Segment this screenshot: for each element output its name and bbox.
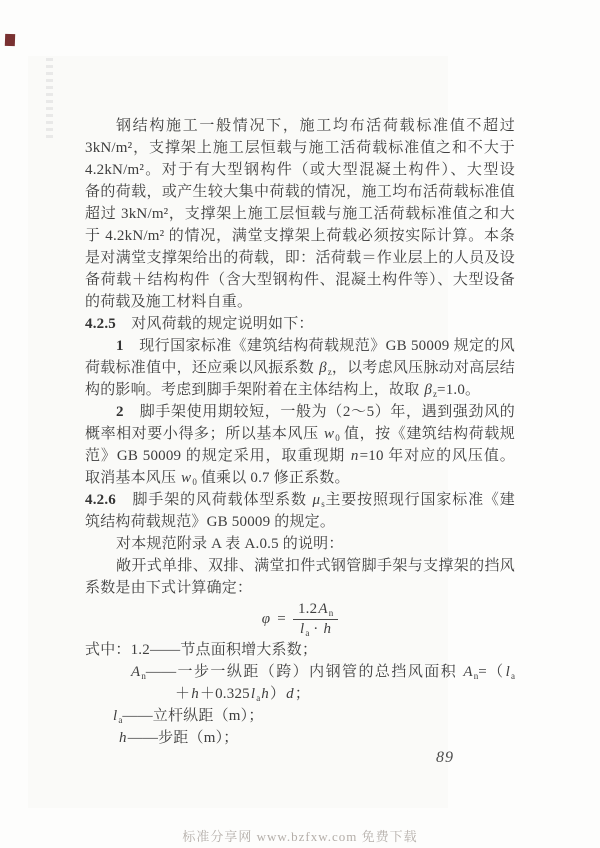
scan-stamp-mark bbox=[5, 34, 15, 46]
text-line: 于 4.2kN/m² 的情况，满堂支撑架上荷载必须按实际计算。本条 bbox=[85, 228, 515, 244]
text-line: 取消基本风压 $w_0$ 值乘以 0.7 修正系数。 bbox=[85, 470, 350, 487]
text-line: 3kN/m²，支撑架上施工层恒载与施工活荷载标准值之和不大于 bbox=[85, 140, 515, 156]
text-line: $+h+0.325l_ah)d$； bbox=[175, 686, 311, 703]
text-line: 备荷载＋结构构件（含大型钢构件、混凝土构件等）、大型设备 bbox=[85, 272, 515, 288]
text-line: 敞开式单排、双排、满堂扣件式钢管脚手架与支撑架的挡风 bbox=[116, 558, 515, 574]
text-line: 2 脚手架使用期较短，一般为（2～5）年，遇到强劲风的 bbox=[116, 404, 515, 420]
wind-coefficient-formula: φ = $\frac{1.2A_n}{l_a \cdot h}$ bbox=[85, 599, 515, 639]
page-number: 89 bbox=[436, 749, 454, 766]
text-line: 1 现行国家标准《建筑结构荷载规范》GB 50009 规定的风 bbox=[116, 338, 515, 354]
text-line: 系数是由下式计算确定： bbox=[85, 580, 253, 596]
text-line: 的荷载及施工材料自重。 bbox=[85, 294, 253, 310]
document-body bbox=[85, 115, 515, 749]
text-line: 构的影响。考虑到脚手架附着在主体结构上，故取 $\beta_z=1.0$。 bbox=[85, 382, 481, 399]
text-line: 钢结构施工一般情况下，施工均布活荷载标准值不超过 bbox=[116, 118, 515, 134]
text-line: $l_a——$立杆纵距（m）； bbox=[113, 708, 264, 725]
clause-heading-4-2-5: 4.2.5 对风荷载的规定说明如下： bbox=[85, 316, 314, 332]
text-line: 荷载标准值中，还应乘以风振系数 $\beta_z$，以考虑风压脉动对高层结 bbox=[85, 360, 515, 377]
text-line: 式中：1.2——节点面积增大系数； bbox=[85, 642, 318, 658]
text-line: 4.2kN/m²。对于有大型钢构件（或大型混凝土构件）、大型设 bbox=[85, 162, 515, 178]
text-line: 是对满堂支撑架给出的荷载，即：活荷载＝作业层上的人员及设 bbox=[85, 250, 515, 266]
text-line: 对本规范附录 A 表 A.0.5 的说明： bbox=[116, 536, 344, 552]
text-line: h——步距（m）； bbox=[119, 730, 239, 746]
clause-heading-4-2-6: 4.2.6 脚手架的风荷载体型系数 $\mu_s$主要按照现行国家标准《建 bbox=[85, 492, 515, 509]
text-line: $A_n——$一步一纵距（跨）内钢管的总挡风面积 $A_n=(l_a$ bbox=[131, 664, 515, 681]
watermark-text: 标准分享网 www.bzfxw.com 免费下载 bbox=[182, 829, 418, 844]
text-line: 超过 3kN/m²，支撑架上施工层恒载与施工活荷载标准值之和大 bbox=[85, 206, 515, 222]
binding-artifact bbox=[46, 58, 53, 142]
text-line: 备的荷载，或产生较大集中荷载的情况，施工均布活荷载标准值 bbox=[85, 184, 515, 200]
text-line: 范》GB 50009 的规定采用，取重现期 n=10 年对应的风压值。 bbox=[85, 448, 515, 464]
text-line: 概率相对要小得多；所以基本风压 $w_0$ 值，按《建筑结构荷载规 bbox=[85, 426, 515, 443]
text-line: 筑结构荷载规范》GB 50009 的规定。 bbox=[85, 514, 336, 530]
